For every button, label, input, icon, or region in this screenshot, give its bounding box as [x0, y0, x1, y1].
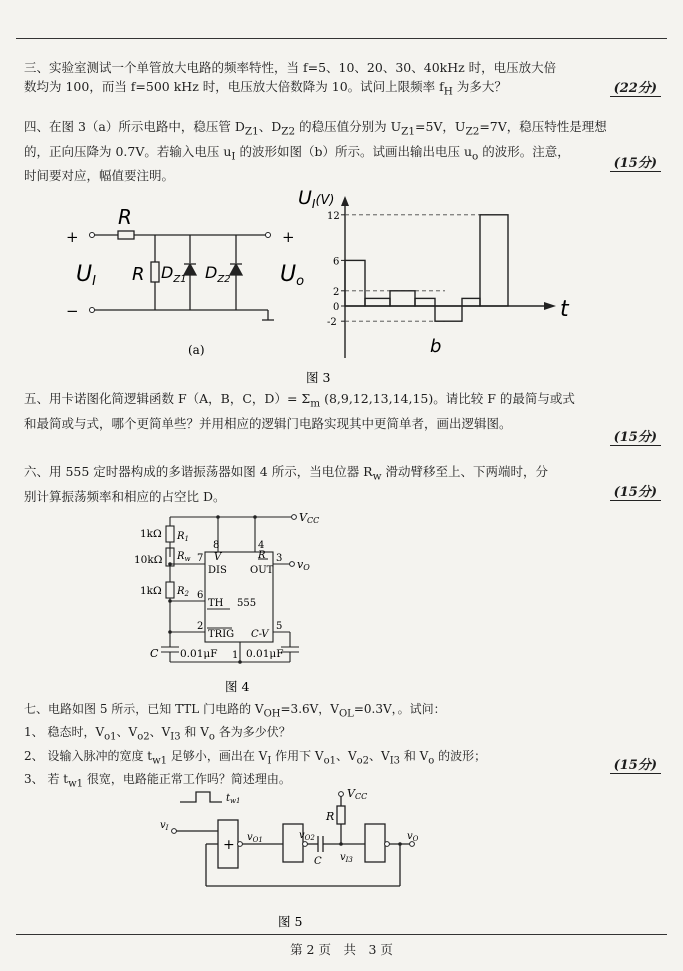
input-minus-label: −	[66, 302, 79, 320]
vcc-terminal	[292, 515, 297, 520]
gate-2-bubble	[303, 842, 308, 847]
figure-4-caption: 图 4	[225, 679, 250, 694]
chip-cv-label: C-V	[251, 629, 269, 640]
resistor-r-label: R	[118, 205, 132, 229]
pin-5: 5	[276, 621, 283, 632]
pin-1: 1	[232, 650, 239, 661]
input-plus-terminal	[90, 233, 95, 238]
question-5-line-1: 五、用卡诺图化简逻辑函数 F（A，B，C，$D)= \Sigma_m$ (8,9,12,13,14,15)。请比较 F 的最简与或式	[24, 391, 575, 410]
vo-terminal	[290, 562, 295, 567]
input-pulse-icon	[180, 792, 222, 802]
vi3-label: $v_{I3}$	[340, 852, 353, 864]
question-4	[24, 117, 659, 185]
pin-2: 2	[197, 621, 204, 632]
top-border	[16, 38, 667, 39]
diode-z2-label: $D_{Z2}$	[205, 263, 231, 285]
chip-th-label: TH	[208, 598, 224, 609]
question-4-line-1: 四、在图 3（a）所示电路中，稳压管 $D_{Z1}$、$D_{Z2}$ 的稳压值分别为 $U_{Z1}=5V$，$U_{Z2}=7V$，稳压特性是理想	[24, 119, 607, 138]
pin-6: 6	[197, 590, 204, 601]
waveform-segment	[435, 306, 462, 321]
waveform-segment	[365, 298, 390, 306]
capacitor-c-label: C	[150, 647, 159, 660]
question-3-score: (22分)	[610, 77, 661, 97]
question-6-score: (15分)	[610, 481, 661, 501]
resistor-r-label: R	[326, 810, 335, 823]
junction-dot	[168, 630, 172, 634]
figure-3a-label: (a)	[188, 343, 205, 357]
gate-1-bubble	[238, 842, 243, 847]
chip-trig-label: TRIG	[208, 629, 235, 640]
pin-4: 4	[258, 540, 265, 551]
question-3-line-2: 数均为 100，而当 f=500 kHz 时，电压放大倍数降为 10。试问上限频率 $f_H$ 为多大？	[24, 79, 507, 98]
y-tick-label: 0	[333, 302, 340, 313]
y-tick-label: -2	[327, 317, 337, 329]
r1-label: $R_1$	[177, 531, 189, 543]
diode-z1-label: $D_{Z1}$	[161, 263, 187, 285]
pin-8: 8	[213, 540, 220, 551]
junction-dot	[398, 842, 402, 846]
capacitor-c-value: 0.01μF	[180, 648, 218, 660]
resistor-rl-label: R	[132, 264, 145, 285]
pin-3: 3	[276, 553, 283, 564]
vo-label: vO	[297, 558, 310, 572]
question-5-line-2: 和最简或与式，哪个更简单些？并用相应的逻辑门电路实现其中更简单者，画出逻辑图。	[24, 415, 512, 431]
waveform-segment	[345, 260, 365, 306]
waveform	[345, 215, 508, 321]
input-plus-label: +	[66, 228, 79, 246]
junction-dot	[168, 562, 172, 566]
question-4-line-3: 时间要对应，幅值要注明。	[24, 168, 175, 183]
chip-dis-label: DIS	[208, 565, 227, 576]
rw-label: $R_w$	[177, 551, 191, 563]
capacitor-cv-value: 0.01μF	[246, 648, 284, 660]
chip-r-label: R	[258, 550, 266, 561]
question-6	[24, 462, 659, 506]
output-voltage-label: Uo	[280, 262, 305, 289]
y-tick-label: 12	[327, 210, 340, 222]
gate-3-bubble	[385, 842, 390, 847]
x-axis-arrow	[544, 302, 556, 310]
figure-3	[0, 180, 683, 390]
figure-4	[0, 502, 683, 697]
y-axis-arrow	[341, 196, 349, 206]
question-4-score: (15分)	[610, 152, 661, 172]
question-6-line-1: 六、用 555 定时器构成的多谐振荡器如图 4 所示，当电位器 $R_w$ 滑动臂移至上、下两端时，分	[24, 464, 548, 483]
question-4-line-2: 的，正向压降为 0.7V。若输入电压 $u_I$ 的波形如图（b）所示。试画出输出电压 $u_o$ 的波形。注意，	[24, 143, 570, 162]
question-7-score: (15分)	[610, 754, 661, 774]
input-minus-terminal	[90, 308, 95, 313]
question-5-score: (15分)	[610, 426, 661, 446]
waveform-segment	[415, 298, 435, 306]
figure-5-wires	[176, 792, 410, 886]
question-3	[24, 58, 659, 102]
junction-dot	[253, 515, 257, 519]
vo-label: $v_O$	[407, 831, 419, 843]
question-7-item-3: 3、 若 $t_{w1}$ 很宽，电路能正常工作吗？简述理由。	[24, 772, 291, 790]
question-7-item-1: 1、 稳态时，$V_{o1}$、$V_{o2}$、$V_{I3}$ 和 $V_o$ 各为多少伏？	[24, 725, 291, 743]
figure-5-caption: 图 5	[278, 914, 303, 929]
figure-3-caption: 图 3	[306, 370, 331, 385]
chip-out-label: OUT	[250, 565, 274, 576]
output-plus-label: +	[282, 228, 295, 246]
output-plus-terminal	[266, 233, 271, 238]
pin-7: 7	[197, 553, 204, 564]
tw1-label: $t_{w1}$	[226, 793, 241, 805]
page-footer: 第 2 页 共 3 页	[290, 942, 393, 957]
question-7-line-1: 七、电路如图 5 所示，已知 TTL 门电路的 $V_{OH}=3.6V$，$V_{OL}=0.3V$，。试问：	[24, 702, 446, 720]
junction-dot	[238, 660, 242, 664]
waveform-segment	[462, 298, 480, 306]
vcc-label: VCC	[299, 511, 320, 525]
vcc-terminal	[339, 792, 344, 797]
waveform-segment	[480, 215, 508, 306]
r2-label: $R_2$	[177, 586, 189, 598]
vi-terminal	[172, 829, 177, 834]
junction-dot	[216, 515, 220, 519]
gate-1-symbol: +	[223, 837, 235, 853]
chip-name: 555	[237, 598, 257, 609]
question-5	[24, 389, 659, 433]
figure-5	[0, 776, 683, 936]
y-tick-label: 6	[333, 256, 340, 268]
vo2-label: $v_{O2}$	[299, 830, 315, 842]
vcc-label: VCC	[347, 787, 368, 801]
question-6-line-2: 别计算振荡频率和相应的占空比 D。	[24, 488, 226, 504]
vi-label: $v_I$	[160, 820, 169, 832]
question-3-line-1: 三、实验室测试一个单管放大电路的频率特性，当 f=5、10、20、30、40kHz 时，电压放大倍	[24, 60, 557, 75]
figure-3b-label: b	[430, 336, 442, 357]
vo1-label: $v_{O1}$	[247, 832, 263, 844]
rw-value: 10kΩ	[134, 554, 163, 566]
capacitor-c-label: C	[314, 856, 322, 867]
y-ticks	[327, 211, 490, 328]
r1-value: 1kΩ	[140, 528, 162, 540]
y-tick-label: 2	[333, 286, 340, 298]
chip-v-label: V	[214, 552, 222, 563]
junction-dot	[339, 842, 343, 846]
x-axis-label: t	[560, 297, 569, 322]
figure-3b-chart	[298, 187, 570, 358]
r2-value: 1kΩ	[140, 585, 162, 597]
input-voltage-label: UI	[76, 262, 96, 289]
question-7-item-2: 2、 设输入脉冲的宽度 $t_{w1}$ 足够小，画出在 $V_I$ 作用下 $V_{o1}$、$V_{o2}$、$V_{I3}$ 和 $V_o$ 的波形；	[24, 748, 487, 767]
junction-dot	[168, 599, 172, 603]
y-axis-label: $U_I^{(V)}$	[298, 187, 335, 211]
waveform-segment	[390, 291, 415, 306]
